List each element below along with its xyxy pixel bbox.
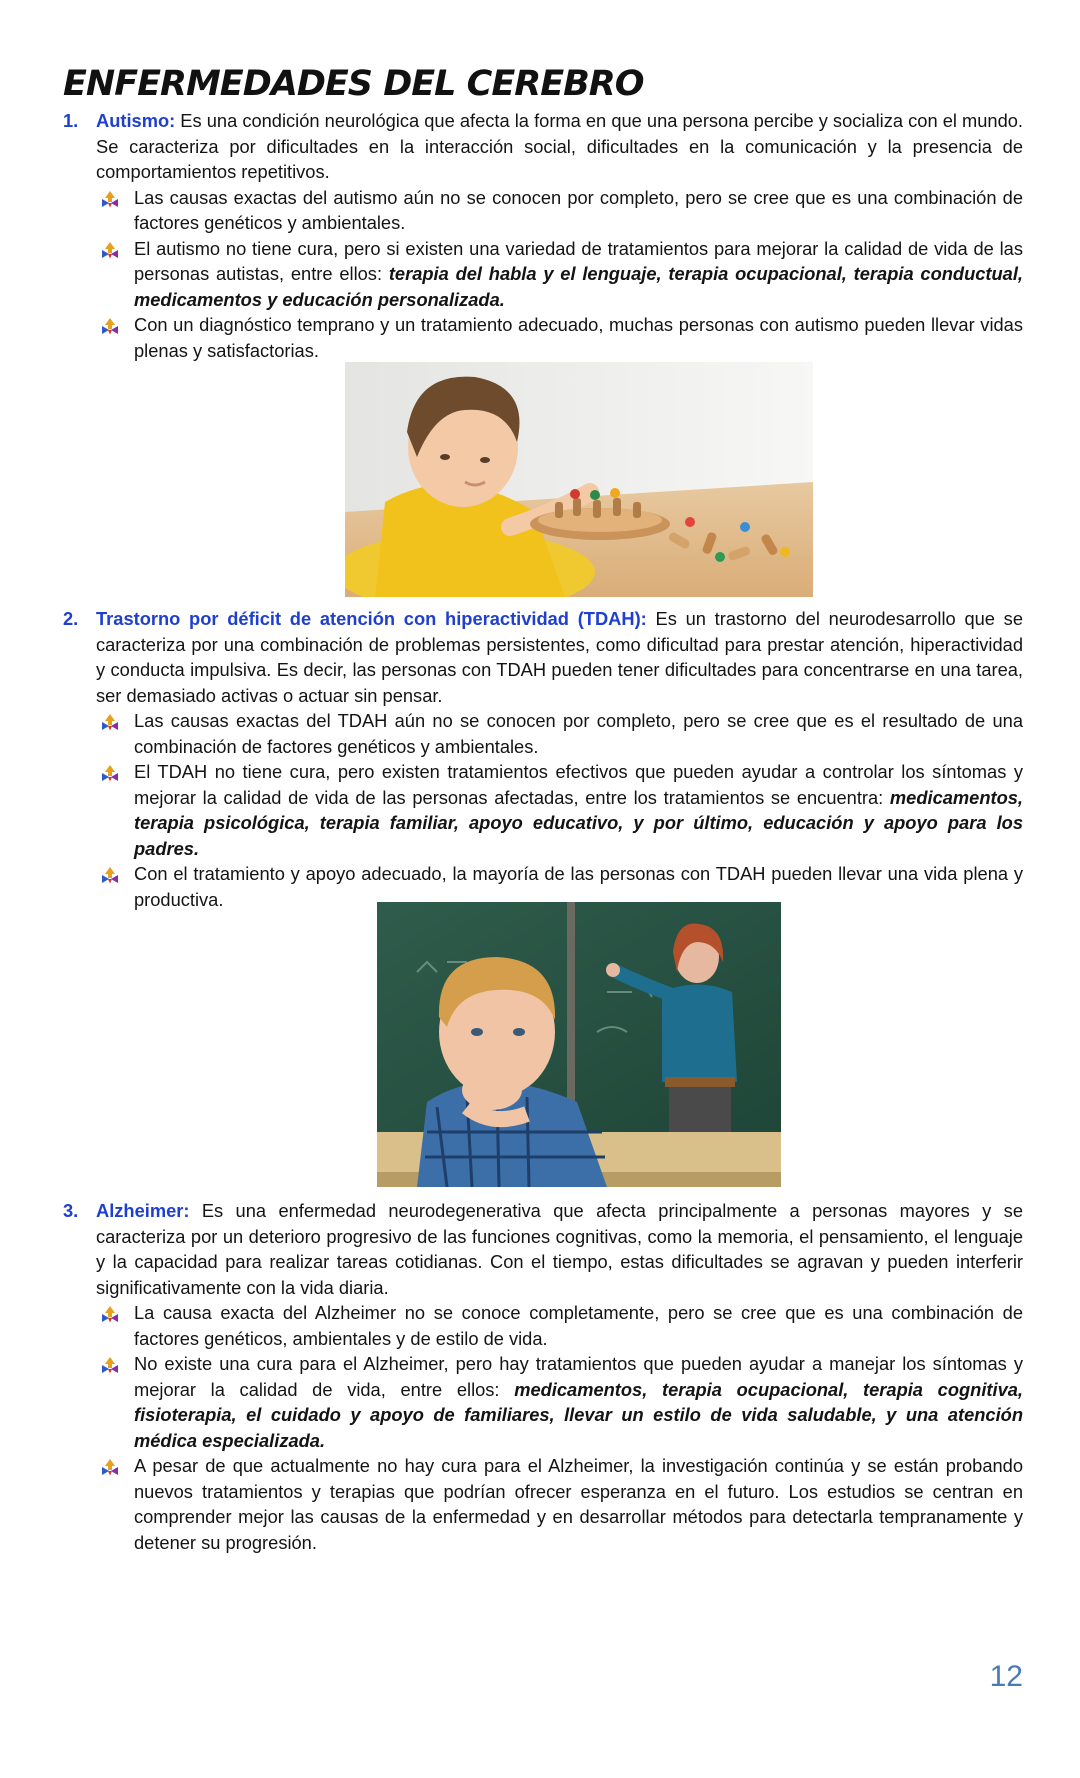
list-item <box>134 1453 1023 1555</box>
section-term: Trastorno por déficit de atención con hiperactividad (TDAH): <box>96 608 647 629</box>
bullet-text: Con el tratamiento y apoyo adecuado, la mayoría de las personas con TDAH pueden llevar una vida plena y productiva. <box>134 863 1023 910</box>
section-autismo <box>63 108 1023 363</box>
bullet-list <box>63 1300 1023 1555</box>
section-number: 3. <box>63 1200 79 1221</box>
bullet-list <box>63 708 1023 912</box>
photo-child-playing <box>345 362 813 597</box>
section-term: Autismo: <box>96 110 176 131</box>
bullet-text: Las causas exactas del autismo aún no se conocen por completo, pero se cree que es una combinación de factores genéticos y ambientales. <box>134 186 1023 233</box>
list-item <box>134 708 1023 759</box>
photo-child-classroom <box>377 902 781 1187</box>
list-item <box>134 236 1023 313</box>
arrow-bullet-icon <box>100 1458 120 1476</box>
section-number: 2. <box>63 608 79 629</box>
bullet-text: A pesar de que actualmente no hay cura para el Alzheimer, la investigación continúa y se están probando nuevos tratamientos y terapias que podrían ofrecer esperanza en el futuro. Los estudios se centran en comprender mejor las causas de la enfermedad y en desarrollar métodos para detectarla tempranamente y detener su progresión. <box>134 1455 1023 1553</box>
bullet-text: El TDAH no tiene cura, pero existen tratamientos efectivos que pueden ayudar a controlar los síntomas y mejorar la calidad de vida de las personas afectadas, entre los tratamientos se encuentra: <box>134 761 1023 808</box>
arrow-bullet-icon <box>100 764 120 782</box>
arrow-bullet-icon <box>100 866 120 884</box>
arrow-bullet-icon <box>100 190 120 208</box>
section-intro <box>63 108 1023 185</box>
bullet-emphasis: medicamentos, terapia ocupacional, terapia cognitiva, fisioterapia, el cuidado y apoyo de familiares, llevar un estilo de vida saludable, y una atención médica especializada. <box>134 1378 1023 1451</box>
bullet-text: Con un diagnóstico temprano y un tratamiento adecuado, muchas personas con autismo pueden llevar vidas plenas y satisfactorias. <box>134 314 1023 361</box>
section-intro-text: Es una enfermedad neurodegenerativa que afecta principalmente a personas mayores y se caracteriza por un deterioro progresivo de las funciones cognitivas, como la memoria, el pensamiento, el lenguaje y la capacidad para realizar tareas cotidianas. Con el tiempo, estas dificultades se agravan y pueden interferir significativamente con la vida diaria. <box>96 1200 1023 1298</box>
arrow-bullet-icon <box>100 1356 120 1374</box>
list-item <box>134 1300 1023 1351</box>
section-alzheimer <box>63 1198 1023 1555</box>
section-intro-text: Es una condición neurológica que afecta la forma en que una persona percibe y socializa con el mundo. Se caracteriza por dificultades en la interacción social, dificultades en la comunicación y la presencia de comportamientos repetitivos. <box>96 110 1023 182</box>
section-intro-text: Es un trastorno del neurodesarrollo que se caracteriza por una combinación de problemas persistentes, como dificultad para prestar atención, hiperactividad y conducta impulsiva. Es decir, las personas con TDAH pueden tener dificultades para concentrarse en una tarea, ser demasiado activas o actuar sin pensar. <box>96 608 1023 706</box>
arrow-bullet-icon <box>100 1305 120 1323</box>
bullet-list <box>63 185 1023 364</box>
page-title: ENFERMEDADES DEL CEREBRO <box>63 64 644 104</box>
list-item <box>134 1351 1023 1453</box>
section-intro <box>63 1198 1023 1300</box>
bullet-emphasis: medicamentos, terapia psicológica, terapia familiar, apoyo educativo, y por último, educación y apoyo para los padres. <box>134 786 1023 859</box>
bullet-text: La causa exacta del Alzheimer no se conoce completamente, pero se cree que es una combinación de factores genéticos, ambientales y de estilo de vida. <box>134 1302 1023 1349</box>
photo-child-classroom-illustration <box>377 902 781 1187</box>
list-item <box>134 185 1023 236</box>
photo-child-playing-illustration <box>345 362 813 597</box>
section-term: Alzheimer: <box>96 1200 190 1221</box>
arrow-bullet-icon <box>100 713 120 731</box>
arrow-bullet-icon <box>100 241 120 259</box>
section-intro <box>63 606 1023 708</box>
bullet-text: Las causas exactas del TDAH aún no se conocen por completo, pero se cree que es el resultado de una combinación de factores genéticos y ambientales. <box>134 710 1023 757</box>
arrow-bullet-icon <box>100 317 120 335</box>
list-item <box>134 312 1023 363</box>
bullet-text: El autismo no tiene cura, pero si existen una variedad de tratamientos para mejorar la calidad de vida de las personas autistas, entre ellos: <box>134 237 1023 284</box>
section-tdah <box>63 606 1023 912</box>
list-item <box>134 759 1023 861</box>
page-number: 12 <box>989 1660 1023 1693</box>
bullet-text: No existe una cura para el Alzheimer, pero hay tratamientos que pueden ayudar a manejar los síntomas y mejorar la calidad de vida, entre ellos: <box>134 1353 1023 1400</box>
bullet-emphasis: terapia del habla y el lenguaje, terapia ocupacional, terapia conductual, medicamentos y educación personalizada. <box>134 263 1023 310</box>
section-number: 1. <box>63 110 79 131</box>
